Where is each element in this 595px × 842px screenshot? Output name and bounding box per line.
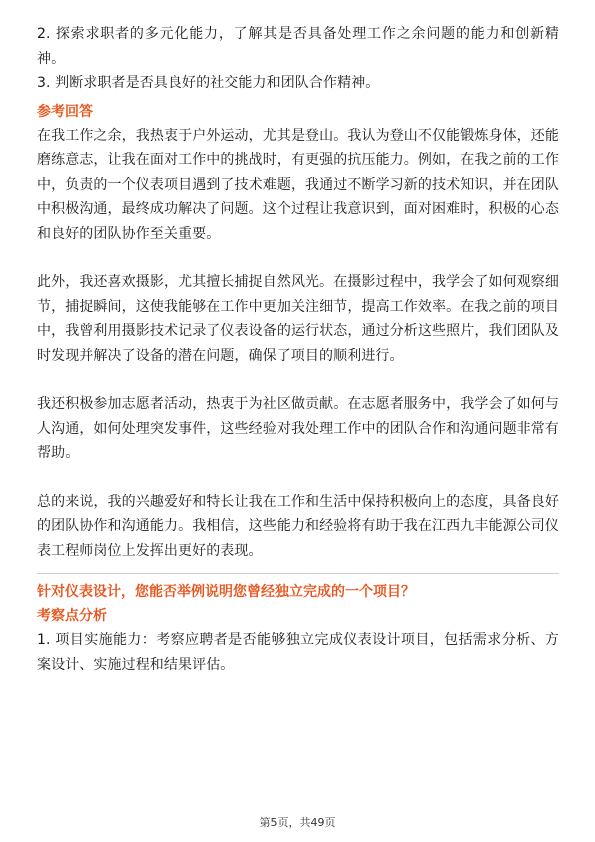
analysis-point-1: 1. 项目实施能力：考察应聘者是否能够独立完成仪表设计项目，包括需求分析、方案设计、实施过程和结果评估。 <box>37 632 559 673</box>
paragraph-gap <box>37 368 559 392</box>
answer-paragraph-4: 总的来说，我的兴趣爱好和特长让我在工作和生活中保持积极向上的态度，具备良好的团队协作和沟通能力。我相信，这些能力和经验将有助于我在江西九丰能源公司仪表工程师岗位上发挥出更好的表现。 <box>37 493 559 559</box>
answer-paragraph-3: 我还积极参加志愿者活动，热衷于为社区做贡献。在志愿者服务中，我学会了如何与人沟通，如何处理突发事件，这些经验对我处理工作中的团队合作和沟通问题非常有帮助。 <box>37 396 559 461</box>
question-heading: 针对仪表设计，您能否举例说明您曾经独立完成的一个项目？ <box>37 584 415 600</box>
page-footer: 第5页，共49页 <box>259 816 336 829</box>
paragraph-gap <box>37 466 559 490</box>
answer-paragraph-1: 在我工作之余，我热衷于户外运动，尤其是登山。我认为登山不仅能锻炼身体，还能磨练意志，让我在面对工作中的挑战时，有更强的抗压能力。例如，在我之前的工作中，负责的一个仪表项目遇到了技术难题，我通过不断学习新的技术知识，并在团队中积极沟通，最终成功解决了问题。这个过程让我意识到，面对困难时，积极的心态和良好的团队协作至关重要。 <box>37 127 559 242</box>
intro-point-3: 3. 判断求职者是否具良好的社交能力和团队合作精神。 <box>37 75 380 91</box>
paragraph-gap <box>37 246 559 270</box>
answer-heading: 参考回答 <box>37 103 93 120</box>
section-divider <box>37 573 559 574</box>
answer-paragraph-2: 此外，我还喜欢摄影，尤其擅长捕捉自然风光。在摄影过程中，我学会了如何观察细节，捕捉瞬间，这使我能够在工作中更加关注细节，提高工作效率。在我之前的项目中，我曾利用摄影技术记录了仪表设备的运行状态，通过分析这些照片，我们团队及时发现并解决了设备的潜在问题，确保了项目的顺利进行。 <box>37 274 559 364</box>
analysis-heading: 考察点分析 <box>37 608 107 624</box>
intro-point-2: 2. 探索求职者的多元化能力，了解其是否具备处理工作之余问题的能力和创新精神。 <box>37 26 559 67</box>
page-content <box>37 22 559 677</box>
